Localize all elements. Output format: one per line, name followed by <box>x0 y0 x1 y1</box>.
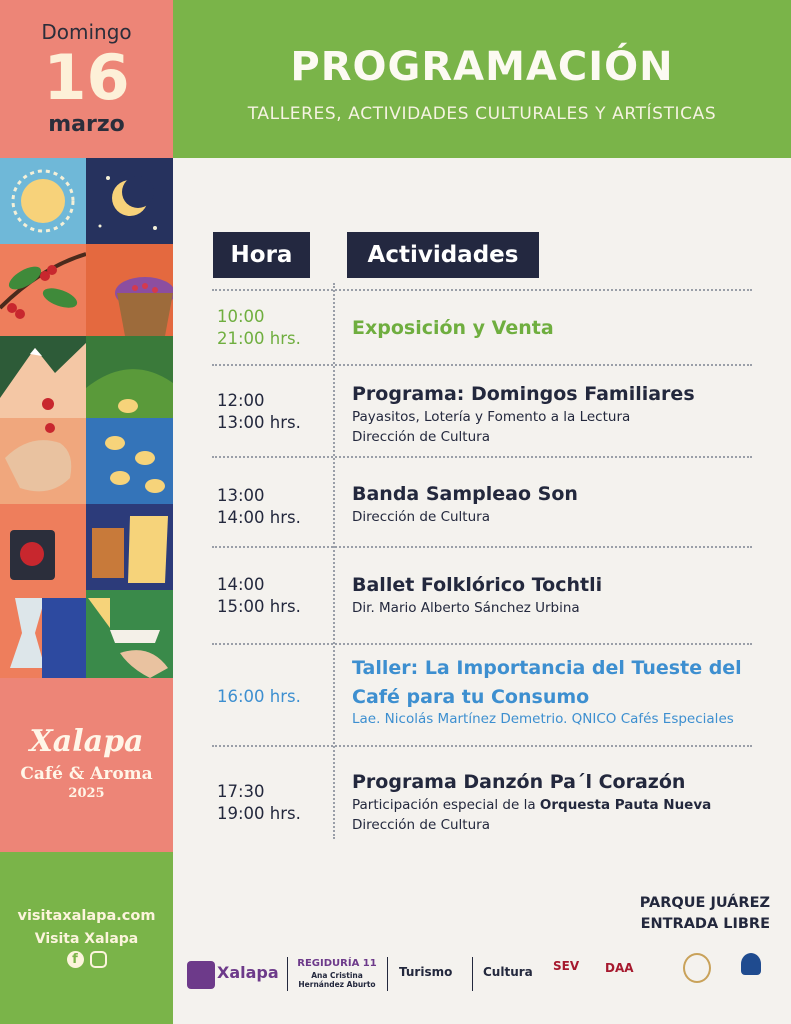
activity-title: Programa: Domingos Familiares <box>352 383 695 405</box>
page-title: PROGRAMACIÓN <box>290 44 674 90</box>
sponsor-logos <box>185 945 785 1005</box>
activity-title: Programa Danzón Pa´l Corazón <box>352 771 686 793</box>
logo-regiduria-title: REGIDURÍA 11 <box>297 958 377 969</box>
coffee-illustration <box>0 158 173 678</box>
logo-regiduria-name-2: Hernández Aburto <box>298 980 376 989</box>
brand-name: Xalapa <box>29 724 144 759</box>
logo-divider <box>387 957 388 991</box>
row-divider <box>212 643 752 645</box>
activity-organizer: Dirección de Cultura <box>352 817 490 833</box>
web-box <box>0 852 173 1024</box>
brand-year: 2025 <box>68 786 105 801</box>
page-subtitle: TALLERES, ACTIVIDADES CULTURALES Y ARTÍSTICAS <box>247 104 717 124</box>
venue-place: PARQUE JUÁREZ <box>639 895 770 911</box>
column-divider <box>333 283 335 839</box>
date-month: marzo <box>48 112 125 137</box>
university-crest-icon <box>741 953 761 975</box>
time-start: 12:00 <box>217 391 265 410</box>
logo-cultura: Cultura <box>483 965 533 979</box>
social-icons <box>0 951 173 968</box>
activity-title: Ballet Folklórico Tochtli <box>352 574 603 596</box>
activity-organizer: Dirección de Cultura <box>352 429 490 445</box>
website-link[interactable]: visitaxalapa.com <box>17 908 156 924</box>
activity-detail-highlight: Orquesta Pauta Nueva <box>539 797 712 813</box>
venue-info <box>640 893 770 935</box>
logo-regiduria-name-1: Ana Cristina <box>311 971 363 980</box>
anniversary-seal-icon <box>683 953 711 983</box>
decorative-illustration <box>0 158 173 678</box>
logo-turismo: Turismo <box>399 965 453 979</box>
activity-detail <box>352 795 711 815</box>
activity-title: Banda Sampleao Son <box>352 483 578 505</box>
activity-title: Taller: La Importancia del Tueste del <box>352 657 742 679</box>
instagram-icon[interactable] <box>90 951 107 968</box>
time-start: 14:00 <box>217 575 265 594</box>
time-end: 19:00 hrs. <box>217 804 301 823</box>
activity-detail: Payasitos, Lotería y Fomento a la Lectura <box>352 409 631 425</box>
row-divider <box>212 745 752 747</box>
logo-divider <box>472 957 473 991</box>
logo-daa: DAA <box>605 961 634 975</box>
row-divider <box>212 546 752 548</box>
row-divider <box>212 456 752 458</box>
date-box <box>0 0 173 158</box>
xalapa-emblem-icon <box>187 961 215 989</box>
column-header-time: Hora <box>213 232 310 278</box>
activity-organizer: Lae. Nicolás Martínez Demetrio. QNICO Cafés Especiales <box>352 711 734 727</box>
time-start: 10:00 <box>217 307 265 326</box>
activity-title-continued: Café para tu Consumo <box>352 686 590 708</box>
activity-title: Exposición y Venta <box>352 317 554 339</box>
venue-entry: ENTRADA LIBRE <box>640 916 770 932</box>
date-weekday: Domingo <box>41 20 132 44</box>
brand-box <box>0 678 173 852</box>
date-day: 16 <box>43 41 130 114</box>
social-handle: Visita Xalapa <box>34 931 139 947</box>
header <box>173 0 791 158</box>
row-divider <box>212 289 752 291</box>
activity-detail-prefix: Participación especial de la <box>352 797 540 813</box>
row-divider <box>212 364 752 366</box>
time-end: 14:00 hrs. <box>217 508 301 527</box>
logo-sev: SEV <box>553 959 580 973</box>
logo-xalapa: Xalapa <box>217 963 279 982</box>
time-end: 15:00 hrs. <box>217 597 301 616</box>
time-end: 13:00 hrs. <box>217 413 301 432</box>
facebook-icon[interactable]: f <box>67 951 84 968</box>
column-header-activities: Actividades <box>347 232 539 278</box>
time-end: 21:00 hrs. <box>217 329 301 348</box>
brand-tagline: Café & Aroma <box>20 764 153 784</box>
time-range: 16:00 hrs. <box>217 687 301 706</box>
time-start: 17:30 <box>217 782 265 801</box>
logo-divider <box>287 957 288 991</box>
time-start: 13:00 <box>217 486 265 505</box>
activity-organizer: Dirección de Cultura <box>352 509 490 525</box>
activity-organizer: Dir. Mario Alberto Sánchez Urbina <box>352 600 580 616</box>
